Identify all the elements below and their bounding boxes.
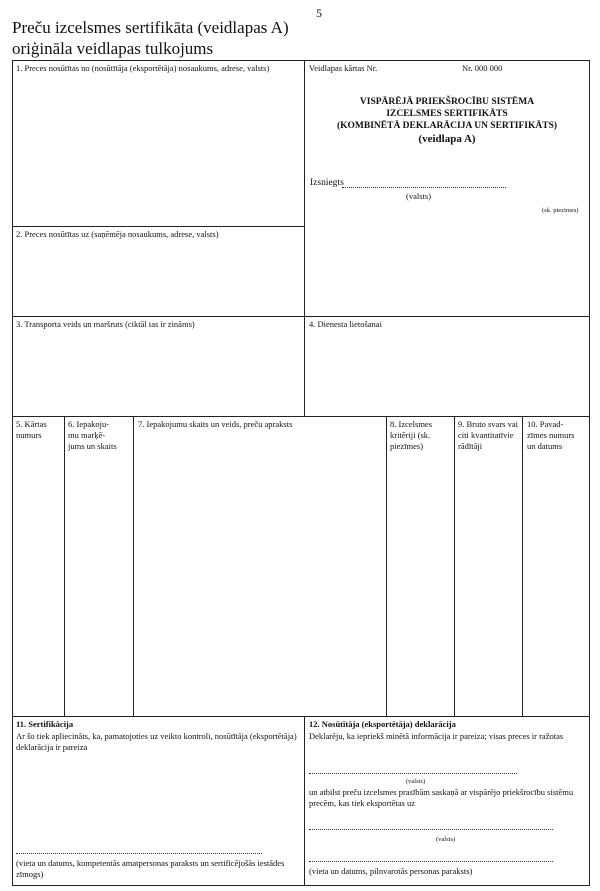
box12-text1: Deklarēju, ka iepriekš minētā informācija ir pareiza; visas preces ir ražotas — [309, 731, 564, 741]
divider-lower — [304, 716, 305, 886]
col-divider-9-10 — [522, 416, 523, 716]
box12-signature-caption: (vieta un datums, pilnvarotās personas paraksts) — [309, 866, 473, 876]
box3-label: 3. Transporta veids un maršruts (ciktāl tas ir zināms) — [16, 319, 195, 329]
issued-in-line — [342, 187, 506, 188]
col6-label: 6. Iepakoju-mu marķē-jums un skaits — [68, 419, 117, 451]
box12-country1-line — [309, 773, 517, 774]
issued-in-label: Izsniegts — [310, 178, 344, 188]
col-divider-6-7 — [133, 416, 134, 716]
box11-title: 11. Sertifikācija — [16, 719, 74, 729]
box12-country1-caption: (valsts) — [406, 778, 426, 785]
box12-text2: un atbilst preču izcelsmes prasībām saskaņā ar vispārējo priekšrocību sistēmu precēm, kas tiek eksportētas uz — [309, 787, 574, 808]
certificate-form — [12, 60, 590, 886]
divider-columns-top — [12, 416, 590, 417]
page-number: 5 — [316, 6, 322, 20]
col7-label: 7. Iepakojumu skaits un veids, preču apraksts — [138, 419, 293, 429]
box12-country2-line — [309, 829, 553, 830]
col10-label: 10. Pavad-zīmes numurs un datums — [527, 419, 575, 451]
col-divider-7-8 — [386, 416, 387, 716]
form-number: Nr. 000 000 — [462, 63, 503, 73]
col-divider-5-6 — [64, 416, 65, 716]
title-line-2: oriģināla veidlapas tulkojums — [12, 39, 214, 58]
box11-text: Ar šo tiek apliecināts, ka, pamatojoties uz veikto kontroli, nosūtītāja (eksportētāja) deklarācija ir pareiza — [16, 731, 297, 752]
heading-line-2: IZCELSMES SERTIFIKĀTS — [386, 109, 508, 119]
divider-box3-box4 — [12, 316, 590, 317]
box11-signature-line — [16, 853, 262, 854]
divider-upper — [304, 60, 305, 416]
divider-box1-box2 — [12, 226, 304, 227]
heading-line-1: VISPĀRĒJĀ PRIEKŠROCĪBU SISTĒMA — [359, 97, 535, 107]
form-number-label: Veidlapas kārtas Nr. — [309, 63, 378, 73]
page-title — [12, 17, 289, 59]
title-line-1: Preču izcelsmes sertifikāta (veidlapas A) — [12, 18, 289, 37]
col-divider-8-9 — [454, 416, 455, 716]
box2-label: 2. Preces nosūtītas uz (saņēmēja nosaukums, adrese, valsts) — [16, 229, 219, 239]
box12-title: 12. Nosūtītāja (eksportētāja) deklarācija — [309, 719, 456, 729]
certificate-heading — [306, 96, 588, 147]
box1-label: 1. Preces nosūtītas no (nosūtītāja (eksportētāja) nosaukums, adrese, valsts) — [16, 63, 270, 73]
heading-line-4: (veidlapa A) — [418, 133, 476, 145]
box12-signature-line — [309, 861, 553, 862]
divider-columns-bottom — [12, 716, 590, 717]
heading-line-3: (KOMBINĒTĀ DEKLARĀCIJA UN SERTIFIKĀTS) — [336, 121, 558, 131]
col9-label: 9. Bruto svars vai citi kvantitatīvie rādītāji — [458, 419, 518, 451]
col5-label: 5. Kārtas numurs — [16, 419, 47, 440]
issued-country-caption: (valsts) — [406, 191, 432, 201]
box4-label: 4. Dienesta lietošanai — [309, 319, 382, 329]
col8-label: 8. Izcelsmes kritēriji (sk. piezīmes) — [390, 419, 433, 451]
box11-signature-caption: (vieta un datums, kompetentās amatpersonas paraksts un sertificējošās iestādes zīmogs) — [16, 858, 285, 879]
box12-country2-caption: (valsts) — [436, 836, 456, 843]
see-notes: (sk. piezīmes) — [542, 207, 579, 214]
